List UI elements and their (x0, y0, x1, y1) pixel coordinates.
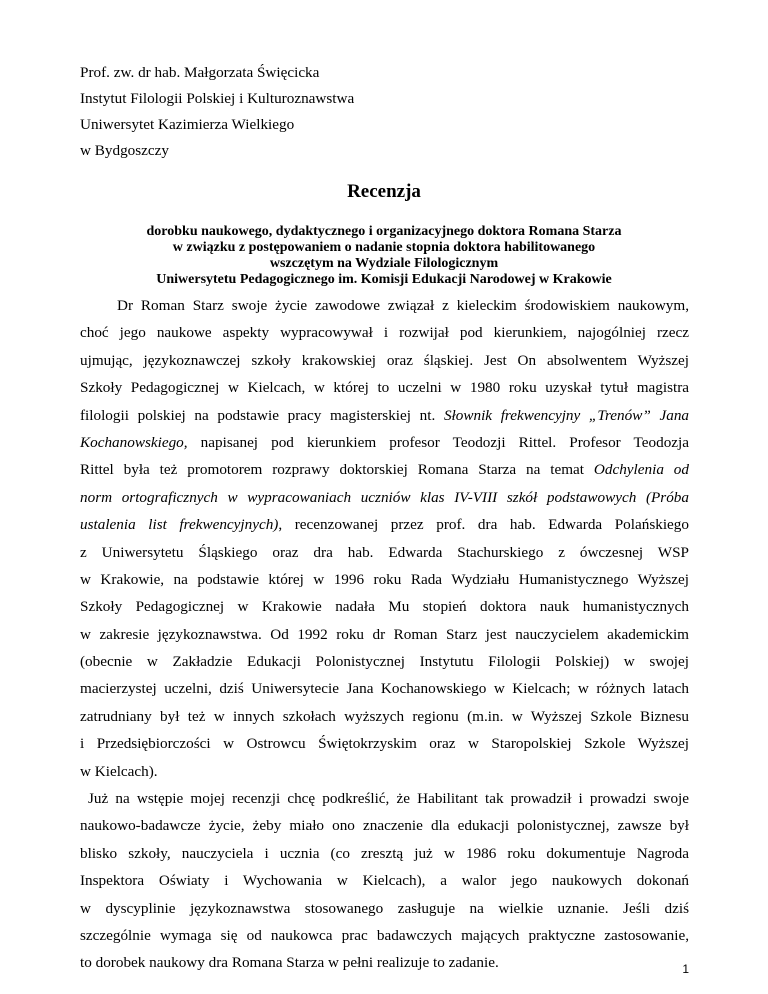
body-line: Już na wstępie mojej recenzji chcę podkreślić, że Habilitant tak prowadził i prowadzi swoje (88, 790, 689, 808)
subtitle-line: wszczętym na Wydziale Filologicznym (269, 256, 499, 271)
body-line (80, 511, 689, 538)
body-line: w Krakowie, na podstawie której w 1996 roku Rada Wydziału Humanistycznego Wyższej (80, 570, 689, 588)
author-header (80, 60, 354, 164)
body-line: choć jego naukowe aspekty wypracowywał i rozwijał pod kierunkiem, najogólniej rzecz (80, 324, 689, 342)
body-line (80, 402, 689, 429)
body-line: z Uniwersytetu Śląskiego oraz dra hab. Edwarda Stachurskiego z ówczesnej WSP (80, 543, 689, 561)
text-run: Rittel była też promotorem rozprawy doktorskiej Romana Starza na temat (80, 461, 585, 479)
body-line: i Przedsiębiorczości w Ostrowcu Świętokrzyskim oraz w Staropolskiej Szkole Wyższej (80, 735, 689, 753)
body-line: macierzystej uczelni, dziś Uniwersytecie Jana Kochanowskiego w Kielcach; w różnych latach (80, 680, 689, 698)
body-line: to dorobek naukowy dra Romana Starza w pełni realizuje to zadanie. (80, 954, 499, 972)
body-line: Inspektora Oświaty i Wychowania w Kielcach), a walor jego naukowych dokonań (80, 872, 689, 890)
document-subtitle (80, 224, 688, 288)
body-line: Szkoły Pedagogicznej w Kielcach, w której to uczelni w 1980 roku uzyskał tytuł magistra (80, 379, 689, 397)
dissertation-title-italic: Odchylenia od (593, 461, 689, 479)
body-line: zatrudniany był też w innych szkołach wyższych regionu (m.in. w Wyższej Szkole Biznesu (80, 707, 689, 725)
thesis-title-italic: Kochanowskiego, (80, 433, 188, 451)
body-line (80, 429, 689, 456)
subtitle-line: w związku z postępowaniem o nadanie stopnia doktora habilitowanego (172, 240, 596, 255)
dissertation-title-italic: ustalenia list frekwencyjnych) (80, 516, 279, 534)
review-body (80, 292, 689, 977)
text-run: filologii polskiej na podstawie pracy magisterskiej nt. (80, 406, 436, 424)
body-line: w Kielcach). (80, 762, 158, 780)
thesis-title-italic: Słownik frekwencyjny „Trenów” Jana (443, 406, 690, 424)
body-line: w dyscyplinie językoznawstwa stosowanego zasługuje na wielkie uznanie. Jeśli dziś (80, 899, 689, 917)
text-run: , recenzowanej przez prof. dra hab. Edwarda Polańskiego (278, 516, 689, 534)
author-university: Uniwersytet Kazimierza Wielkiego (80, 116, 295, 133)
body-line: szczególnie wymaga się od naukowca prac badawczych mających praktyczne zastosowanie, (80, 926, 689, 944)
body-line: w zakresie językoznawstwa. Od 1992 roku dr Roman Starz jest nauczycielem akademickim (80, 625, 689, 643)
author-institute: Instytut Filologii Polskiej i Kulturoznawstwa (80, 90, 355, 107)
body-line: naukowo-badawcze życie, żeby miało ono znaczenie dla edukacji polonistycznej, zawsze był (80, 817, 689, 835)
text-run: napisanej pod kierunkiem profesor Teodozji Rittel. Profesor Teodozja (200, 433, 689, 451)
body-line: (obecnie w Zakładzie Edukacji Polonistycznej Instytutu Filologii Polskiej) w swojej (80, 653, 689, 671)
body-line: blisko szkoły, nauczyciela i ucznia (co zresztą już w 1986 roku dokumentuje Nagroda (80, 844, 689, 862)
author-city: w Bydgoszczy (80, 142, 169, 159)
body-line: Szkoły Pedagogicznej w Krakowie nadała Mu stopień doktora nauk humanistycznych (80, 598, 689, 616)
author-name: Prof. zw. dr hab. Małgorzata Święcicka (80, 64, 320, 81)
body-line: Dr Roman Starz swoje życie zawodowe związał z kieleckim środowiskiem naukowym, (117, 297, 689, 314)
body-line (80, 484, 689, 511)
page-number: 1 (682, 962, 689, 976)
subtitle-line: dorobku naukowego, dydaktycznego i organizacyjnego doktora Romana Starza (146, 224, 622, 239)
body-line (80, 456, 689, 483)
subtitle-line: Uniwersytetu Pedagogicznego im. Komisji Edukacji Narodowej w Krakowie (156, 272, 612, 287)
dissertation-title-italic: norm ortograficznych w wypracowaniach uczniów klas IV-VIII szkół podstawowych (Próba (80, 488, 689, 506)
body-line: ujmując, językoznawczej szkoły krakowskiej oraz śląskiej. Jest On absolwentem Wyższej (80, 351, 689, 369)
document-title: Recenzja (347, 181, 421, 202)
